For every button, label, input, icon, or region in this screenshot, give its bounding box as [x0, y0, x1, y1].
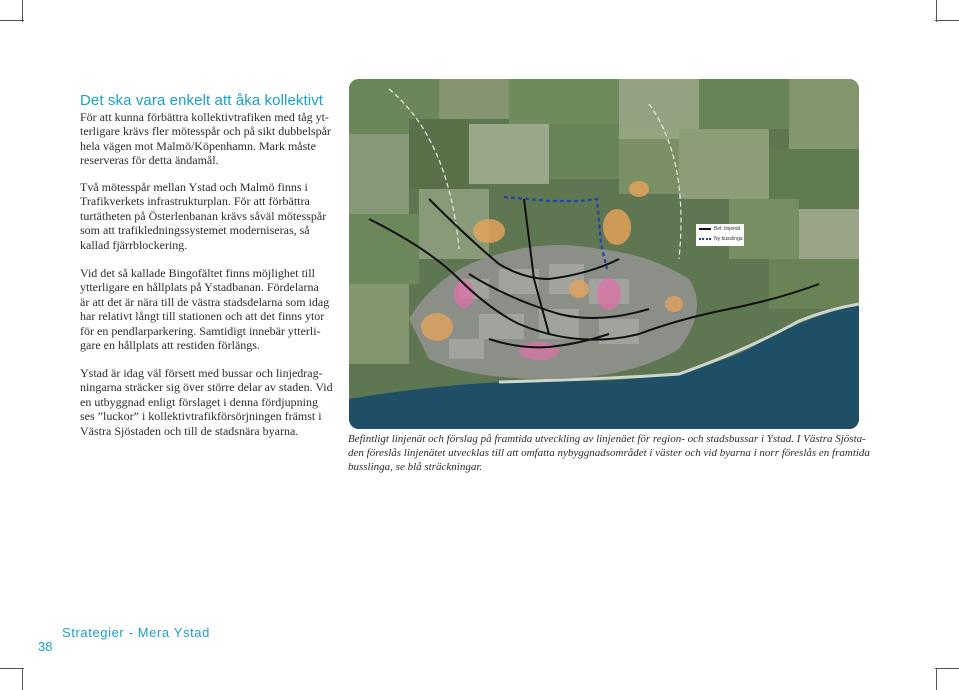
crop-mark: [0, 20, 24, 21]
paragraph: [80, 110, 331, 168]
legend-item: [696, 224, 744, 234]
text-line: som att trafikledningssystemet moderniseras, så: [80, 223, 310, 238]
text-line: är att det är nära till de västra stadsdelarna som idag: [80, 294, 330, 309]
text-line: ytterligare en hållplats på Ystadbanan. Fördelarna: [80, 280, 319, 295]
text-line: Ystad är idag väl försett med bussar och linjedrag-: [80, 366, 323, 380]
text-line: har relativt långt till stationen och att det finns ytor: [80, 309, 325, 324]
aerial-map: [349, 79, 859, 429]
text-line: ses ”luckor” i kollektivtrafikförsörjningen främst i: [80, 409, 322, 424]
text-line: turtätheten på Österlenbanan krävs såväl mötesspår: [80, 208, 327, 223]
text-line: en utbyggnad enligt förslaget i denna fördjupning: [80, 394, 318, 409]
text-line: ningarna sträcker sig över större delar av staden. Vid: [80, 380, 333, 395]
legend-swatch-solid: [699, 228, 711, 230]
text-line: Trafikverkets infrastrukturplan. För att förbättra: [80, 194, 310, 209]
legend-swatch-dotted: [699, 238, 711, 240]
crop-mark: [935, 20, 959, 21]
text-line: Västra Sjöstaden och till de stadsnära byarna.: [80, 423, 299, 438]
legend-label: Bef. linjenät: [714, 226, 741, 232]
section-title: Strategier - Mera Ystad: [62, 625, 210, 640]
map-legend: [696, 224, 744, 246]
crop-mark: [936, 668, 937, 690]
map-illustration: [349, 79, 859, 429]
caption-line: den föreslås linjenätet utvecklas till att omfatta nybyggnadsområdet i väster och vid byarna i norr föreslås en framtida: [348, 447, 870, 459]
text-line: Två mötesspår mellan Ystad och Malmö finns i: [80, 180, 308, 194]
text-line: reserveras för detta ändamål.: [80, 153, 219, 168]
section-heading: Det ska vara enkelt att åka kollektivt: [80, 92, 324, 109]
caption-line: busslinga, se blå sträckningar.: [348, 461, 483, 473]
paragraph: [80, 266, 330, 353]
map-caption: [348, 432, 868, 474]
text-line: hela vägen mot Malmö/Köpenhamn. Mark måste: [80, 138, 316, 153]
legend-item: [696, 234, 744, 244]
text-line: Vid det så kallade Bingofältet finns möjlighet till: [80, 266, 315, 280]
text-line: gare en hållplats att restiden förlängs.: [80, 338, 260, 353]
crop-mark: [22, 668, 23, 690]
page-number: 38: [38, 639, 53, 654]
text-line: kallad fjärrblockering.: [80, 237, 188, 252]
paragraph: [80, 366, 333, 438]
paragraph: [80, 180, 326, 252]
crop-mark: [0, 668, 24, 669]
crop-mark: [936, 0, 937, 22]
crop-mark: [22, 0, 23, 22]
caption-line: Befintligt linjenät och förslag på framtida utveckling av linjenäet för region- och stadsbussar i Ystad. I Västra Sjösta-: [348, 433, 866, 445]
text-line: terligare krävs fler mötesspår och på sikt dubbelspår: [80, 124, 331, 139]
text-line: För att kunna förbättra kollektivtrafiken med tåg yt-: [80, 110, 329, 124]
text-line: för en pendlarparkering. Samtidigt innebär ytterli-: [80, 323, 321, 338]
crop-mark: [935, 668, 959, 669]
legend-label: Ny busslinga: [714, 236, 743, 242]
